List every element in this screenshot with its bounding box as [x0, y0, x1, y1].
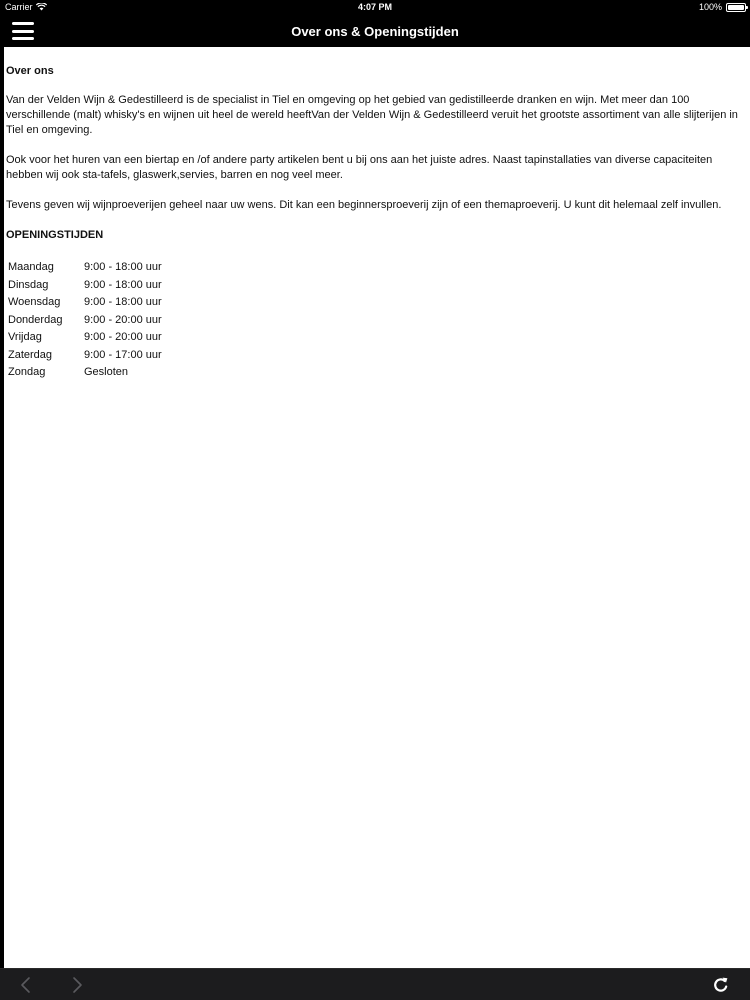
hours-time: Gesloten [84, 366, 129, 379]
about-heading: Over ons [6, 65, 54, 77]
table-row [6, 259, 164, 277]
refresh-button[interactable] [710, 975, 732, 995]
hours-day: Woensdag [8, 296, 61, 309]
status-time: 4:07 PM [357, 2, 392, 12]
hours-time: 9:00 - 20:00 uur [84, 313, 162, 326]
hours-time: 9:00 - 20:00 uur [84, 331, 162, 344]
table-row [6, 312, 164, 330]
table-row [6, 329, 164, 347]
chevron-right-icon [66, 975, 88, 995]
hours-day: Zaterdag [8, 348, 53, 361]
hours-day: Vrijdag [8, 331, 42, 344]
about-paragraph-3: Tevens geven wij wijnproeverijen geheel naar uw wens. Dit kan een beginnersproeverij zijn of een themaproeverij. U kunt dit helemaal zelf invullen. [6, 199, 722, 211]
page-title: Over ons & Openingstijden [291, 24, 459, 39]
hours-day: Dinsdag [8, 278, 49, 291]
hours-heading: OPENINGSTIJDEN [6, 229, 104, 241]
hours-time: 9:00 - 18:00 uur [84, 296, 162, 309]
battery-level [728, 5, 744, 10]
status-bar [0, 0, 750, 15]
hours-day: Donderdag [8, 313, 63, 326]
battery-label: 100% [698, 2, 722, 12]
content-area[interactable] [4, 47, 750, 968]
hours-time: 9:00 - 18:00 uur [84, 261, 162, 274]
hours-day: Zondag [8, 366, 46, 379]
carrier-label: Carrier [5, 2, 33, 12]
bottom-toolbar [0, 968, 750, 1000]
refresh-icon [710, 975, 732, 995]
table-row [6, 277, 164, 295]
battery-icon [726, 3, 746, 12]
table-row [6, 294, 164, 312]
forward-button[interactable] [66, 975, 88, 995]
chevron-left-icon [15, 975, 37, 995]
hours-time: 9:00 - 18:00 uur [84, 278, 162, 291]
table-row [6, 364, 164, 382]
hours-table [6, 259, 164, 382]
about-paragraph-2: Ook voor het huren van een biertap en /of andere party artikelen bent u bij ons aan het juiste adres. Naast tapinstallaties van diverse capaciteiten hebben wij ook sta-tafels, glaswerk,servies, barren en nog veel meer. [6, 154, 713, 181]
table-row [6, 347, 164, 365]
hours-day: Maandag [8, 261, 54, 274]
back-button[interactable] [15, 975, 37, 995]
about-paragraph-1: Van der Velden Wijn & Gedestilleerd is de specialist in Tiel en omgeving op het gebied van gedistilleerde dranken en wijn. Met meer dan 100 verschillende (malt) whisky's en wijnen uit heel de wereld heeftVan der Velden Wijn & Gedestilleerd veruit het grootste assortiment van alle slijterijen in Tiel en omgeving. [6, 94, 738, 136]
hours-time: 9:00 - 17:00 uur [84, 348, 162, 361]
status-battery [699, 2, 746, 12]
nav-bar [0, 15, 750, 47]
